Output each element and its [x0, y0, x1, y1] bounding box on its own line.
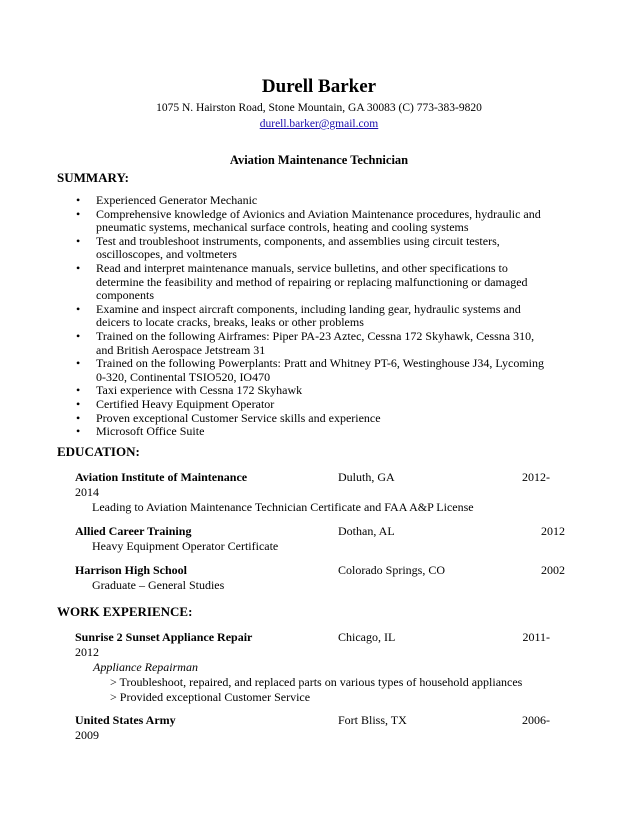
education-entry	[75, 470, 565, 515]
contact-line: 1075 N. Hairston Road, Stone Mountain, GA 30083 (C) 773-383-9820	[156, 102, 482, 114]
entry-year: 2002	[541, 563, 565, 577]
work-experience-heading: WORK EXPERIENCE:	[57, 604, 193, 619]
summary-item: • Examine and inspect aircraft components, including landing gear, hydraulic systems and deicers to locate cracks, breaks, leaks or other problems	[57, 303, 547, 330]
entry-year-start: 2012-	[522, 470, 550, 484]
summary-item: • Taxi experience with Cessna 172 Skyhawk	[57, 384, 547, 398]
job-duty: > Troubleshoot, repaired, and replaced parts on various types of household appliances	[110, 675, 523, 689]
entry-year-start: 2006-	[522, 713, 550, 727]
institution-name: Harrison High School	[75, 563, 188, 577]
summary-list	[57, 194, 547, 439]
objective-title: Aviation Maintenance Technician	[229, 153, 409, 167]
employer-name: United States Army	[75, 713, 176, 727]
entry-year-end: 2012	[75, 645, 99, 659]
job-duty: > Provided exceptional Customer Service	[110, 690, 311, 704]
education-entry	[75, 563, 565, 593]
entry-year: 2012	[541, 524, 565, 538]
entry-year-end: 2014	[75, 485, 99, 499]
experience-entry	[75, 630, 565, 705]
entry-detail: Leading to Aviation Maintenance Technician Certificate and FAA A&P License	[92, 500, 474, 514]
employer-location: Fort Bliss, TX	[338, 713, 407, 727]
entry-detail: Graduate – General Studies	[92, 578, 225, 592]
education-entry	[75, 524, 565, 554]
institution-name: Aviation Institute of Maintenance	[75, 470, 248, 484]
summary-item: • Proven exceptional Customer Service skills and experience	[57, 412, 547, 426]
email-link[interactable]: durell.barker@gmail.com	[259, 118, 379, 130]
employer-name: Sunrise 2 Sunset Appliance Repair	[75, 630, 253, 644]
institution-name: Allied Career Training	[75, 524, 192, 538]
summary-item: • Certified Heavy Equipment Operator	[57, 398, 547, 412]
employer-location: Chicago, IL	[338, 630, 396, 644]
job-role: Appliance Repairman	[93, 660, 198, 674]
summary-item: • Read and interpret maintenance manuals, service bulletins, and other specifications to determine the feasibility and method of repairing or replacing malfunctioning or damaged components	[57, 262, 547, 303]
resume-header	[0, 76, 638, 168]
institution-location: Dothan, AL	[338, 524, 395, 538]
summary-item: • Microsoft Office Suite	[57, 425, 547, 439]
entry-detail: Heavy Equipment Operator Certificate	[92, 539, 279, 553]
summary-item: • Experienced Generator Mechanic	[57, 194, 547, 208]
summary-item: • Comprehensive knowledge of Avionics and Aviation Maintenance procedures, hydraulic and pneumatic systems, mechanical surface controls, heating and cooling systems	[57, 208, 547, 235]
entry-year-end: 2009	[75, 728, 99, 742]
education-heading: EDUCATION:	[57, 444, 140, 459]
institution-location: Colorado Springs, CO	[338, 563, 446, 577]
summary-item: • Trained on the following Powerplants: Pratt and Whitney PT-6, Westinghouse J34, Lycoming 0-320, Continental TSIO520, IO470	[57, 357, 547, 384]
summary-item: • Trained on the following Airframes: Piper PA-23 Aztec, Cessna 172 Skyhawk, Cessna 310, and British Aerospace Jetstream 31	[57, 330, 547, 357]
summary-heading: SUMMARY:	[57, 170, 130, 185]
entry-year-start: 2011-	[522, 630, 550, 644]
institution-location: Duluth, GA	[338, 470, 395, 484]
candidate-name: Durell Barker	[261, 76, 377, 97]
summary-item: • Test and troubleshoot instruments, components, and assemblies using circuit testers, oscilloscopes, and voltmeters	[57, 235, 547, 262]
experience-entry	[75, 713, 565, 743]
